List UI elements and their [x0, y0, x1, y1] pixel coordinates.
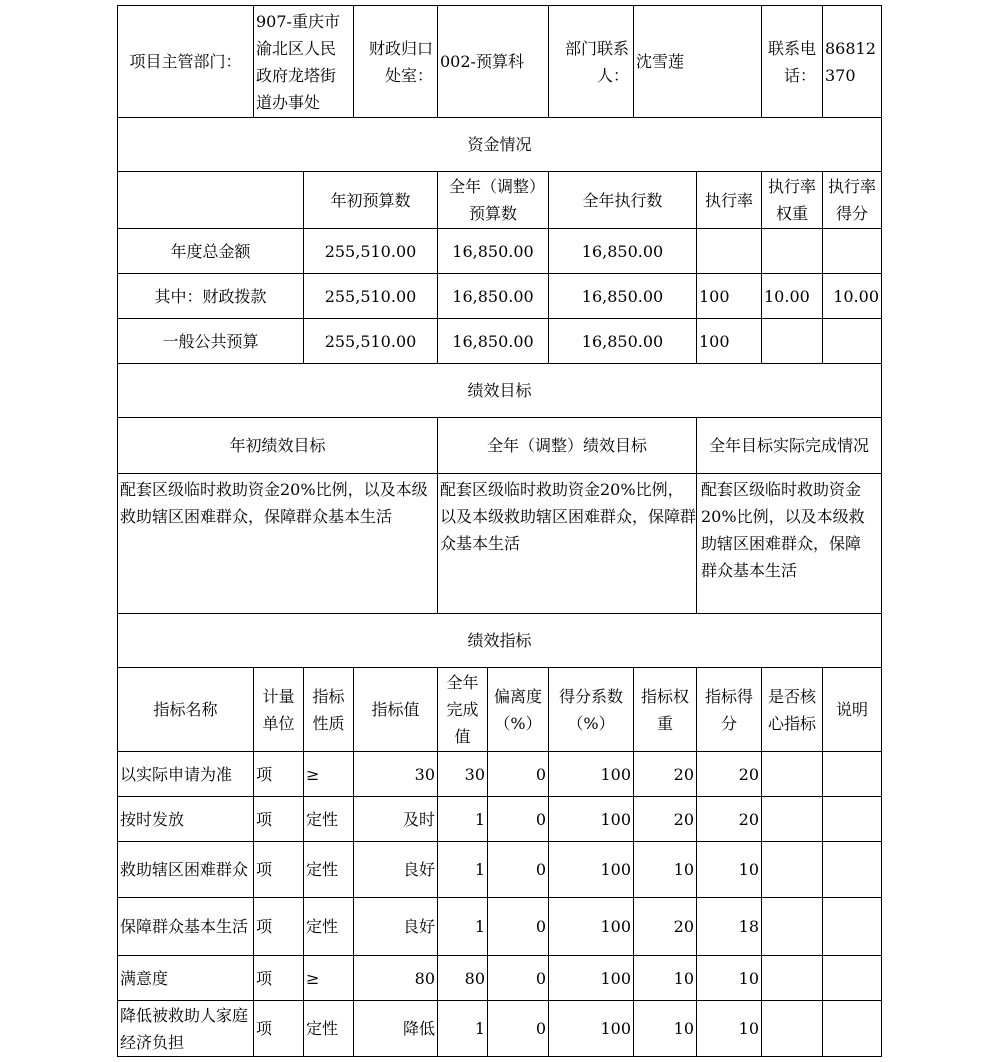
ind-unit: 项 [253, 955, 303, 1000]
ind-score: 20 [696, 796, 761, 841]
ind-note [822, 897, 882, 955]
funds-row-label: 年度总金额 [117, 228, 303, 273]
phone-label: 联系电话： [761, 5, 822, 117]
ind-core [761, 955, 822, 1000]
ind-name: 按时发放 [117, 796, 253, 841]
ind-name: 降低被救助人家庭经济负担 [117, 1000, 253, 1057]
indicators-section-title: 绩效指标 [117, 613, 882, 667]
funds-row-adjusted: 16,850.00 [437, 273, 548, 318]
ind-score: 10 [696, 955, 761, 1000]
funds-row-executed: 16,850.00 [548, 318, 696, 363]
funds-section-title: 资金情况 [117, 117, 882, 171]
contact-value: 沈雪莲 [633, 5, 761, 117]
ind-col-weight: 指标权重 [633, 667, 696, 751]
ind-unit: 项 [253, 1000, 303, 1057]
contact-label: 部门联系人： [548, 5, 633, 117]
ind-note [822, 751, 882, 796]
ind-core [761, 751, 822, 796]
ind-coef: 100 [548, 955, 633, 1000]
ind-score: 20 [696, 751, 761, 796]
ind-core [761, 897, 822, 955]
ind-target: 80 [353, 955, 437, 1000]
ind-name: 满意度 [117, 955, 253, 1000]
funds-row-executed: 16,850.00 [548, 228, 696, 273]
funds-row-score: 10.00 [822, 273, 882, 318]
goals-value-initial: 配套区级临时救助资金20%比例，以及本级救助辖区困难群众，保障群众基本生活 [117, 473, 437, 613]
ind-coef: 100 [548, 841, 633, 897]
ind-col-name: 指标名称 [117, 667, 253, 751]
ind-deviation: 0 [487, 955, 548, 1000]
ind-col-core: 是否核心指标 [761, 667, 822, 751]
ind-deviation: 0 [487, 1000, 548, 1057]
ind-score: 10 [696, 841, 761, 897]
funds-row-adjusted: 16,850.00 [437, 318, 548, 363]
goals-header-initial: 年初绩效目标 [117, 417, 437, 473]
funds-row-rate: 100 [696, 318, 761, 363]
funds-row-weight [761, 228, 822, 273]
ind-weight: 20 [633, 751, 696, 796]
ind-score: 18 [696, 897, 761, 955]
ind-col-nature: 指标性质 [303, 667, 353, 751]
ind-deviation: 0 [487, 841, 548, 897]
ind-weight: 10 [633, 1000, 696, 1057]
funds-row-initial: 255,510.00 [303, 273, 437, 318]
funds-row-label: 其中：财政拨款 [117, 273, 303, 318]
ind-name: 救助辖区困难群众 [117, 841, 253, 897]
funds-row-rate [696, 228, 761, 273]
ind-coef: 100 [548, 751, 633, 796]
ind-col-actual: 全年完成值 [437, 667, 487, 751]
ind-weight: 10 [633, 841, 696, 897]
ind-unit: 项 [253, 751, 303, 796]
ind-name: 以实际申请为准 [117, 751, 253, 796]
ind-weight: 20 [633, 897, 696, 955]
funds-col-executed: 全年执行数 [548, 171, 696, 228]
funds-col-weight: 执行率权重 [761, 171, 822, 228]
ind-col-note: 说明 [822, 667, 882, 751]
ind-coef: 100 [548, 796, 633, 841]
ind-deviation: 0 [487, 897, 548, 955]
ind-deviation: 0 [487, 796, 548, 841]
ind-actual: 30 [437, 751, 487, 796]
ind-col-deviation: 偏离度（%） [487, 667, 548, 751]
dept-label: 项目主管部门： [117, 5, 253, 117]
funds-row-score [822, 318, 882, 363]
funds-col-initial: 年初预算数 [303, 171, 437, 228]
funds-col-score: 执行率得分 [822, 171, 882, 228]
ind-unit: 项 [253, 841, 303, 897]
ind-name: 保障群众基本生活 [117, 897, 253, 955]
ind-nature: 定性 [303, 841, 353, 897]
ind-nature: ≥ [303, 955, 353, 1000]
ind-unit: 项 [253, 796, 303, 841]
funds-header-blank [117, 171, 303, 228]
ind-actual: 1 [437, 897, 487, 955]
ind-unit: 项 [253, 897, 303, 955]
ind-note [822, 841, 882, 897]
ind-col-unit: 计量单位 [253, 667, 303, 751]
funds-row-weight [761, 318, 822, 363]
goals-section-title: 绩效目标 [117, 363, 882, 417]
funds-row-initial: 255,510.00 [303, 228, 437, 273]
ind-actual: 80 [437, 955, 487, 1000]
dept-value: 907-重庆市渝北区人民政府龙塔街道办事处 [253, 5, 353, 117]
ind-core [761, 796, 822, 841]
goals-header-actual: 全年目标实际完成情况 [696, 417, 882, 473]
ind-target: 30 [353, 751, 437, 796]
ind-weight: 20 [633, 796, 696, 841]
ind-note [822, 955, 882, 1000]
ind-note [822, 1000, 882, 1057]
ind-target: 良好 [353, 897, 437, 955]
goals-value-actual: 配套区级临时救助资金20%比例，以及本级救助辖区困难群众，保障群众基本生活 [696, 473, 882, 613]
goals-header-adjusted: 全年（调整）绩效目标 [437, 417, 696, 473]
funds-row-initial: 255,510.00 [303, 318, 437, 363]
ind-weight: 10 [633, 955, 696, 1000]
ind-col-score: 指标得分 [696, 667, 761, 751]
ind-coef: 100 [548, 897, 633, 955]
ind-score: 10 [696, 1000, 761, 1057]
ind-core [761, 1000, 822, 1057]
ind-coef: 100 [548, 1000, 633, 1057]
ind-core [761, 841, 822, 897]
finance-value: 002-预算科 [437, 5, 548, 117]
ind-nature: 定性 [303, 796, 353, 841]
ind-target: 及时 [353, 796, 437, 841]
ind-col-coef: 得分系数（%） [548, 667, 633, 751]
funds-row-rate: 100 [696, 273, 761, 318]
ind-note [822, 796, 882, 841]
ind-actual: 1 [437, 796, 487, 841]
phone-value: 86812370 [822, 5, 882, 117]
funds-row-score [822, 228, 882, 273]
ind-deviation: 0 [487, 751, 548, 796]
funds-row-label: 一般公共预算 [117, 318, 303, 363]
goals-value-adjusted: 配套区级临时救助资金20%比例，以及本级救助辖区困难群众，保障群众基本生活 [437, 473, 696, 613]
funds-row-weight: 10.00 [761, 273, 822, 318]
ind-col-target: 指标值 [353, 667, 437, 751]
ind-nature: 定性 [303, 897, 353, 955]
ind-actual: 1 [437, 841, 487, 897]
ind-target: 降低 [353, 1000, 437, 1057]
funds-row-executed: 16,850.00 [548, 273, 696, 318]
funds-row-adjusted: 16,850.00 [437, 228, 548, 273]
finance-label: 财政归口处室： [353, 5, 437, 117]
ind-nature: ≥ [303, 751, 353, 796]
ind-nature: 定性 [303, 1000, 353, 1057]
ind-actual: 1 [437, 1000, 487, 1057]
ind-target: 良好 [353, 841, 437, 897]
funds-col-rate: 执行率 [696, 171, 761, 228]
funds-col-adjusted: 全年（调整）预算数 [437, 171, 548, 228]
